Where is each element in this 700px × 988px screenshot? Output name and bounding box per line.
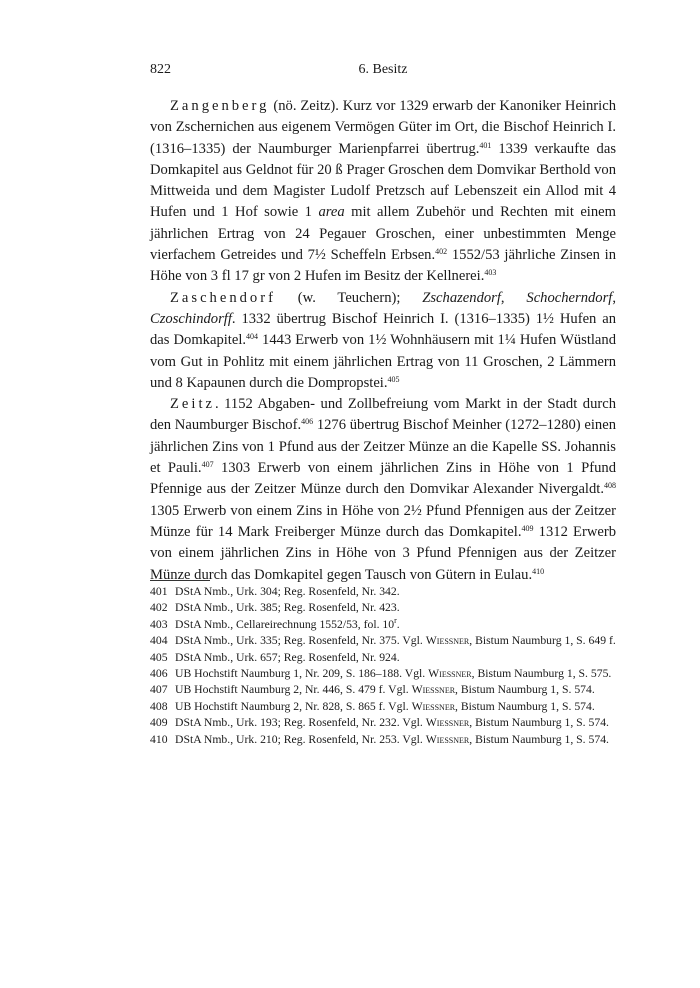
footnote-number: 408 <box>150 699 168 713</box>
footnote-number: 406 <box>150 667 168 681</box>
footnote-number: 404 <box>150 634 168 648</box>
text-run: (w. Teuchern); <box>275 289 423 306</box>
footnote-text <box>175 732 616 748</box>
footnote-ref: 406 <box>301 417 314 427</box>
footnote-ref: 402 <box>435 247 448 257</box>
entry-place: Zaschendorf <box>170 289 276 306</box>
text-run: 1339 verkaufte das Domkapitel aus Geldnot für 20 ß Prager Groschen dem Domvikar Berthold von Mittweida und dem Magister Ludolf Pretzsch auf Lebenszeit ein Allod mit 4 Hufen und 1 Hof sowie 1 <box>150 140 616 221</box>
page-header <box>150 62 616 82</box>
footnote <box>150 633 616 649</box>
author-name: Wiessner <box>425 716 470 730</box>
text-run: . 1152 Abgaben- und Zollbefreiung vom Markt in der Stadt durch den Naumburger Bischof. <box>150 396 616 434</box>
footnote-ref: 405 <box>387 374 400 384</box>
text-run: , Bistum Naumburg 1, S. 574. <box>469 732 609 746</box>
footnote <box>150 584 616 600</box>
text-run: DStA Nmb., Urk. 210; Reg. Rosenfeld, Nr. 253. Vgl. <box>175 732 426 746</box>
footnote <box>150 617 616 633</box>
footnote-text <box>175 650 616 666</box>
footnote <box>150 682 616 698</box>
entry-text <box>150 396 616 582</box>
text-run: mit allem Zubehör und Rechten mit einem jährlichen Ertrag von 24 Pegauer Groschen, einer unbestimmten Menge vierfachem Getreides und 7½ Scheffeln Erbsen. <box>150 204 616 264</box>
text-run: DStA Nmb., Urk. 193; Reg. Rosenfeld, Nr. 232. Vgl. <box>175 716 426 730</box>
entry-paragraph <box>150 394 616 586</box>
main-text <box>150 96 616 586</box>
footnote <box>150 699 616 715</box>
italic-text: Zschazendorf <box>422 289 501 306</box>
author-name: Wiessner <box>425 732 470 746</box>
footnote-text <box>175 617 616 633</box>
text-run: DStA Nmb., Urk. 385; Reg. Rosenfeld, Nr. 423. <box>175 601 400 615</box>
footnote-ref: 404 <box>246 332 259 342</box>
entry-place: Zangenberg <box>170 98 270 114</box>
footnote-text <box>175 584 616 600</box>
footnote <box>150 650 616 666</box>
text-run: DStA Nmb., Urk. 335; Reg. Rosenfeld, Nr. 375. Vgl. <box>175 634 426 648</box>
footnote-ref: 410 <box>532 566 545 576</box>
footnote-number: 407 <box>150 683 168 697</box>
footnote-separator <box>150 580 210 581</box>
footnote <box>150 732 616 748</box>
footnote-ref: 407 <box>201 460 214 470</box>
entry-paragraph <box>150 288 616 394</box>
footnote-ref: 408 <box>604 481 616 491</box>
text-run: , Bistum Naumburg 1, S. 574. <box>455 683 595 697</box>
text-run: , <box>612 289 616 306</box>
text-run: (nö. Zeitz). Kurz vor 1329 erwarb der Kanoniker Heinrich von Zschernichen aus eigenem Vermögen Güter im Ort, die Bischof Heinrich I. (1316–1335) der Naumburger Marienpfarrei übertrug. <box>150 98 616 157</box>
footnote-number: 410 <box>150 732 168 746</box>
text-run: 1305 Erwerb von einem Zins in Höhe von 2½ Pfund Pfennigen aus der Zeitzer Münze für 14 Mark Freiberger Münze durch das Domkapitel. <box>150 502 616 540</box>
text-run: 1552/53 jährliche Zinsen in Höhe von 3 fl 17 gr von 2 Hufen im Besitz der Kellnerei. <box>150 247 616 285</box>
text-run: , <box>500 289 527 306</box>
text-run: 1303 Erwerb von einem jährlichen Zins in Höhe von 1 Pfund Pfennige aus der Zeitzer Münze durch den Domvikar Alexander Nivergaldt. <box>150 460 616 498</box>
text-run: 1443 Erwerb von 1½ Wohnhäusern mit 1¼ Hufen Wüstland vom Gut in Pohlitz mit einem jährlichen Ertrag von 11 Groschen, 2 Lämmern und 8 Kapaunen durch die Dompropstei. <box>150 332 616 391</box>
text-run: DStA Nmb., Urk. 304; Reg. Rosenfeld, Nr. 342. <box>175 585 400 598</box>
text-run: 1312 Erwerb von einem jährlichen Zins in Höhe von 3 Pfund Pfennigen aus der Zeitzer Münze durch das Domkapitel gegen Tausch von Gütern in Eulau. <box>150 523 617 583</box>
text-run: DStA Nmb., Cellareirechnung 1552/53, fol. 10 <box>175 617 395 631</box>
text-run: , Bistum Naumburg 1, S. 574. <box>455 699 595 713</box>
footnote-ref: 401 <box>479 140 492 150</box>
text-run: . 1332 übertrug Bischof Heinrich I. (1316–1335) 1½ Hufen an das Domkapitel. <box>150 310 616 349</box>
italic-text: Czoschindorff <box>150 310 232 327</box>
text-run: UB Hochstift Naumburg 2, Nr. 446, S. 479 f. Vgl. <box>175 683 412 697</box>
text-run: UB Hochstift Naumburg 2, Nr. 828, S. 865 f. Vgl. <box>175 699 412 713</box>
text-run: , Bistum Naumburg 1, S. 649 f. <box>469 634 616 648</box>
footnote-text <box>175 600 616 616</box>
footnote-number: 409 <box>150 716 168 730</box>
text-run: DStA Nmb., Urk. 657; Reg. Rosenfeld, Nr. 924. <box>175 650 400 664</box>
entry-text <box>150 98 616 284</box>
italic-text: Schocherndorf <box>526 289 613 306</box>
entry-paragraph <box>150 96 616 288</box>
footnote-text <box>175 699 616 715</box>
running-title: 6. Besitz <box>358 62 408 77</box>
footnote-text <box>175 715 616 731</box>
text-run: . <box>396 617 400 631</box>
text-run: , Bistum Naumburg 1, S. 574. <box>469 716 609 730</box>
text-run: 1276 übertrug Bischof Meinher (1272–1280) einen jährlichen Zins von 1 Pfund aus der Zeitzer Münze an die Kapelle SS. Johannis et Pauli. <box>150 417 616 477</box>
footnote-number: 403 <box>150 617 168 631</box>
page-number: 822 <box>150 62 171 77</box>
footnote <box>150 715 616 731</box>
text-run: , Bistum Naumburg 1, S. 575. <box>471 667 612 681</box>
author-name: Wiessner <box>428 667 472 681</box>
footnote <box>150 600 616 616</box>
footnote-text <box>175 682 616 698</box>
footnote-number: 405 <box>150 650 168 664</box>
author-name: Wiessner <box>411 683 456 697</box>
entry-place: Zeitz <box>170 396 215 413</box>
author-name: Wiessner <box>411 699 456 713</box>
footnote-number: 401 <box>150 585 168 598</box>
footnote-number: 402 <box>150 601 168 615</box>
author-name: Wiessner <box>425 634 470 648</box>
footnote-text <box>175 633 616 649</box>
text-run: UB Hochstift Naumburg 1, Nr. 209, S. 186–188. Vgl. <box>175 667 429 681</box>
italic-text: area <box>318 204 345 221</box>
footnote <box>150 666 616 682</box>
footnote-ref: 409 <box>521 523 534 533</box>
footnote-text <box>175 666 616 682</box>
footnote-ref: 403 <box>484 268 497 278</box>
footnotes <box>150 584 616 748</box>
footnote-ref: r <box>394 615 397 625</box>
